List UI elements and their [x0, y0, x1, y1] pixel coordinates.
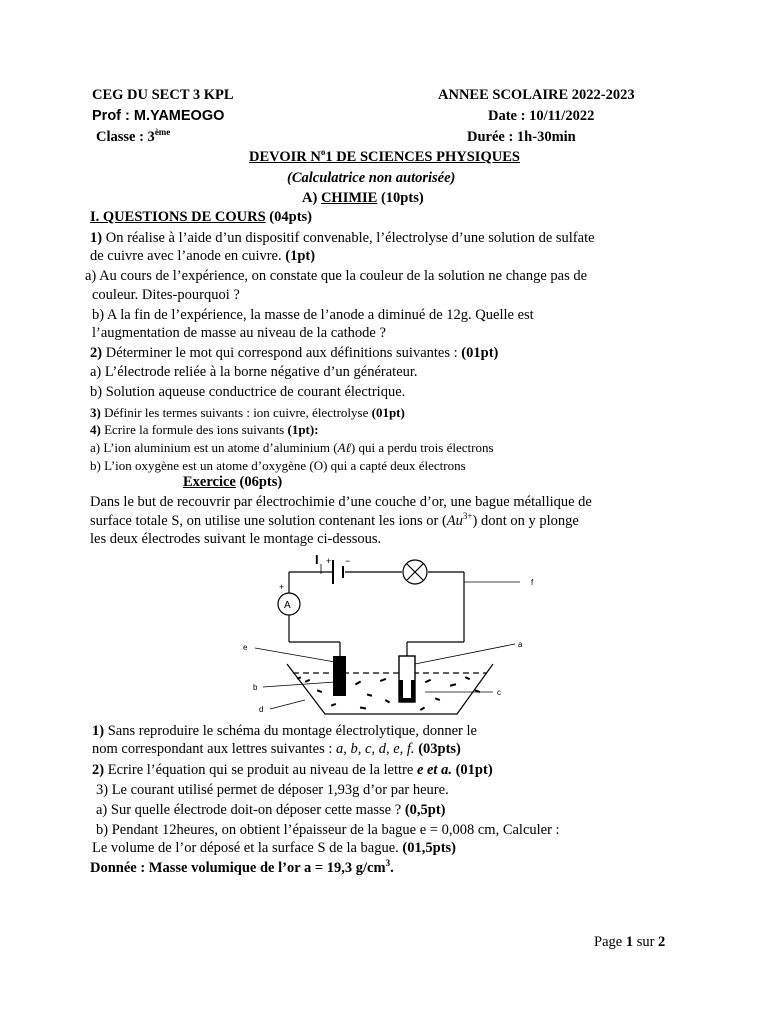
q1b-line1: b) A la fin de l’expérience, la masse de l’anode a diminué de 12g. Quelle est	[92, 307, 534, 323]
q1-line2: de cuivre avec l’anode en cuivre. (1pt)	[90, 248, 316, 264]
pointer-b	[263, 682, 335, 687]
q1a-line2: couleur. Dites-pourquoi ?	[92, 287, 240, 303]
q2a: a) L’électrode reliée à la borne négative d’un générateur.	[90, 364, 418, 380]
label-c: c	[497, 688, 501, 697]
label-b: b	[253, 683, 258, 692]
beaker	[287, 664, 493, 714]
ex-q1-line2: nom correspondant aux lettres suivantes : a, b, c, d, e, f. (03pts)	[92, 741, 461, 757]
q2b: b) Solution aqueuse conductrice de courant électrique.	[90, 384, 406, 400]
school-year: ANNEE SCOLAIRE 2022-2023	[438, 87, 635, 103]
pointer-e	[255, 648, 335, 662]
section-chemistry: A) CHIMIE (10pts)	[302, 190, 424, 206]
cathode-plate	[333, 656, 346, 696]
label-a: a	[518, 640, 523, 649]
ex-q3a: a) Sur quelle électrode doit-on déposer cette masse ? (0,5pt)	[96, 802, 446, 818]
given-data: Donnée : Masse volumique de l’or a = 19,3 $g/cm^3$.	[90, 858, 394, 876]
exercise-intro-line2: surface totale S, on utilise une solution contenant les ions or $(Au^{3+})$ dont on y plonge	[90, 511, 579, 529]
exam-date: Date : 10/11/2022	[488, 108, 595, 124]
teacher-name: Prof : M.YAMEOGO	[92, 108, 225, 124]
q1-line1: 1) On réalise à l’aide d’un dispositif convenable, l’électrolyse d’une solution de sulfate	[90, 230, 595, 246]
q4-text: 4) Ecrire la formule des ions suivants (1pt):	[90, 422, 319, 437]
exercise-intro-line1: Dans le but de recouvrir par électrochimie d’une couche d’or, une bague métallique de	[90, 494, 592, 510]
current-label: I	[315, 552, 319, 567]
page-number: Page 1 sur 2	[594, 934, 666, 950]
ex-q1-line1: 1) Sans reproduire le schéma du montage électrolytique, donner le	[92, 723, 477, 739]
calculator-note: (Calculatrice non autorisée)	[287, 170, 456, 186]
q1a-line1: a) Au cours de l’expérience, on constate que la couleur de la solution ne change pas de	[85, 268, 588, 284]
battery-minus-label: −	[345, 556, 351, 566]
label-d: d	[259, 705, 264, 714]
ammeter-label: A	[284, 600, 291, 611]
electrolysis-diagram	[235, 552, 545, 720]
label-e: e	[243, 643, 248, 652]
q4a: a) L’ion aluminium est un atome d’aluminium (Aℓ) qui a perdu trois électrons	[90, 440, 494, 455]
exercise-intro-line3: les deux électrodes suivant le montage ci-dessous.	[90, 531, 382, 547]
battery-plus-label: +	[326, 556, 332, 566]
q1b-line2: l’augmentation de masse au niveau de la cathode ?	[92, 325, 386, 341]
pointer-d	[270, 700, 305, 709]
ex-q3b-line2: Le volume de l’or déposé et la surface S de la bague. (01,5pts)	[92, 840, 456, 856]
pointer-a	[415, 644, 515, 664]
exercise-heading: Exercice (06pts)	[183, 474, 283, 490]
exam-duration: Durée : 1h-30min	[467, 129, 576, 145]
class-level: Classe : 3ème	[96, 127, 171, 145]
exam-title: DEVOIR $N^o1$ DE SCIENCES PHYSIQUES	[249, 147, 520, 165]
part1-heading: I. QUESTIONS DE COURS (04pts)	[90, 209, 312, 225]
school-name: CEG DU SECT 3 KPL	[92, 87, 234, 103]
label-f: f	[531, 578, 534, 587]
solution-particles	[297, 676, 480, 711]
q4b: b) L’ion oxygène est un atome d’oxygène (O) qui a capté deux électrons	[90, 458, 466, 473]
ex-q3b-line1: b) Pendant 12heures, on obtient l’épaisseur de la bague e = 0,008 cm, Calculer :	[96, 822, 560, 838]
ammeter-plus-label: +	[279, 582, 285, 592]
ex-q2: 2) Ecrire l’équation qui se produit au niveau de la lettre e et a. (01pt)	[92, 762, 493, 778]
q2-text: 2) Déterminer le mot qui correspond aux définitions suivantes : (01pt)	[90, 345, 499, 361]
ex-q3: 3) Le courant utilisé permet de déposer 1,93g d’or par heure.	[96, 782, 449, 798]
q3-text: 3) Définir les termes suivants : ion cuivre, électrolyse (01pt)	[90, 405, 405, 420]
